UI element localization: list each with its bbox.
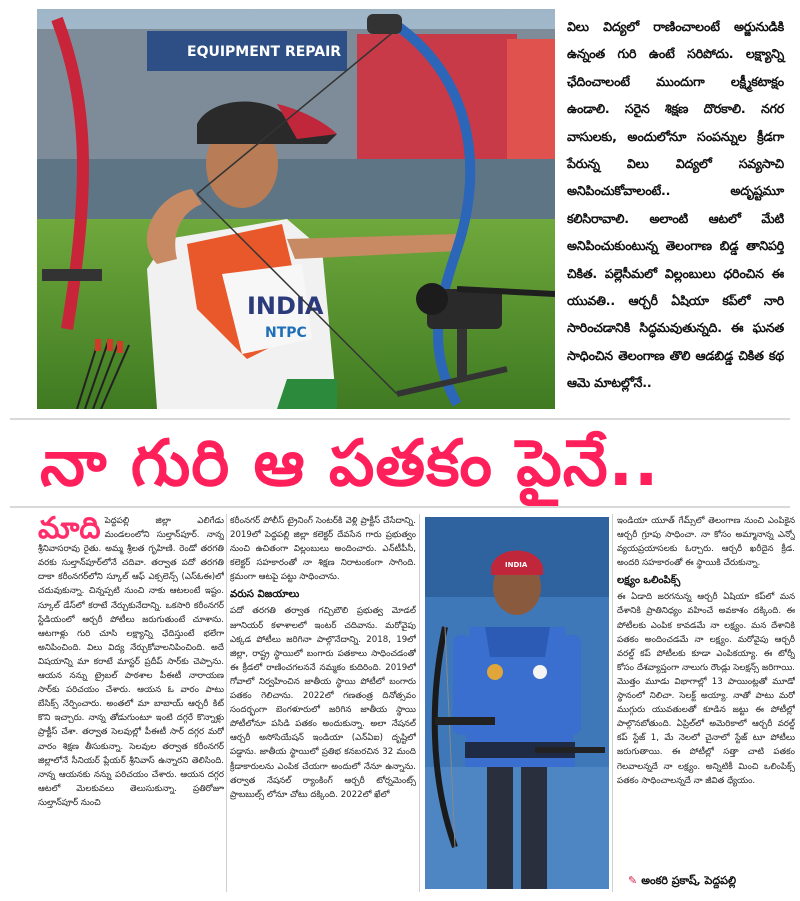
archer-aiming-illustration [37, 9, 555, 409]
column-3-text-continued: ఈ ఏడాది జరగనున్న ఆర్చరీ ఏషియా కప్‌లో మన దేశానికి ప్రాతినిధ్యం వహించే అవకాశం దక్కింది. ఈ పోటీలకు ఎంపిక కావడమే నా లక్ష్యం. మన దేశానికి పతకం అందించడమే నా లక్ష్యం. మరోవైపు ఆర్చరీ వరల్డ్ కప్ పోటీలకు కూడా ఎంపికయ్యా. ఈ టోర్నీ కోసం దేశవ్యాప్తంగా నాలుగు రౌండ్లు సెలక్షన్స్ జరిగాయి. మొత్తం మూడు విభాగాల్లో 13 పాయింట్లతో మూడో స్థానంలో నిలిచా. సెలక్ట్ అయ్యా. నాతో పాటు మరో ముగ్గురు యువతులతో కూడిన జట్టు ఈ పోటీల్లో పాల్గొనబోతుంది. ఏప్రిల్‌లో అమెరికాలో ఆర్చరీ వరల్డ్ కప్ స్టేజ్ 1, మే నెలలో చైనాలో స్టేజ్ టూ పోటీలు జరుగుతాయి. ఈ పోటీల్లో సత్తా చాటి పతకం గెలవాలన్నదే నా లక్ష్యం. అన్నిటికీ మించి ఒలింపిక్స్ పతకం సాధించాలన్నదే నా జీవిత ధ్యేయం. [617, 592, 795, 786]
column-divider [226, 514, 227, 892]
column-2-text-continued: పదో తరగతి తర్వాత గచ్చిబౌలి ప్రభుత్వ మోడల్ జూనియర్ కళాశాలలో ఇంటర్ చదివాను. మరోవైపు ఎక్కడ పోటీలు జరిగినా పాల్గొనేదాన్ని. 2018, 19లో జిల్లా, రాష్ట్ర స్థాయిలో బంగారు పతకాలు సాధించడంతో ఈ క్రీడలో రాణించగలననే నమ్మకం కుదిరింది. 2019లో గోవాలో నిర్వహించిన జాతీయ స్థాయి పోటీలో బంగారు పతకం గెలిచాను. 2022లో గణతంత్ర దినోత్సవం సందర్భంగా బెంగళూరులో జరిగిన జాతీయ స్థాయి పోటీలోనూ పసిడి పతకం అందుకున్నా. అలా నేషనల్ ఆర్చరీ అసోసియేషన్ ఇండియా (ఎన్ఏఐ) దృష్టిలో పడ్డాను. జాతీయ స్థాయిలో ప్రతిభ కనబరచిన 32 మంది క్రీడాకారులను ఎంపిక చేయగా అందులో నేనూ ఉన్నాను. తర్వాత నేషనల్ ర్యాంకింగ్ ఆర్చరీ టోర్నమెంట్స్ ప్రాబబుల్స్ లోనూ చోటు దక్కింది. 2022లో ఖేలో [230, 606, 416, 800]
pen-icon: ✎ [628, 874, 638, 887]
jersey-text: INDIA [247, 292, 324, 320]
headline-banner [10, 418, 790, 506]
byline [628, 873, 736, 889]
headline-rule [10, 506, 790, 508]
article-column-3 [617, 514, 795, 896]
jersey-sub-text: NTPC [265, 325, 307, 341]
headline-text: నా గురి ఆ పతకం పైనే.. [40, 427, 660, 501]
subhead-olympics-goal: లక్ష్యం ఒలింపిక్స్ [617, 575, 681, 587]
cap-text: INDIA [505, 561, 528, 569]
column-divider [419, 514, 420, 892]
banner-text: EQUIPMENT REPAIR [187, 44, 342, 60]
byline-text: అంకరి ప్రకాష్, పెద్దపల్లి [641, 874, 737, 887]
article-column-2 [230, 514, 416, 896]
dropcap: మాది [38, 514, 101, 546]
intro-box [561, 9, 790, 407]
archer-portrait-illustration [425, 517, 609, 889]
column-1-text: పెద్దపల్లి జిల్లా ఎలిగేడు మండలంలోని సుల్తాన్‌పూర్. నాన్న శ్రీనివాసరావు రైతు. అమ్మ శ్రీలత గృహిణి. రెండో తరగతి వరకు సుల్తాన్‌పూర్‌లోనే చదివా. తర్వాత పదో తరగతి దాకా కరీంనగర్‌లోని స్కూల్ ఆఫ్ ఎక్సలెన్స్ (ఎస్‌ఓఈ)లో చదువుకున్నా. చిన్నప్పటి నుంచి నాకు ఆటలంటే ఇష్టం. స్కూల్ డేస్‌లో కరాటే నేర్చుకునేదాన్ని. ఒకసారి కరీంనగర్ స్టేడియంలో ఆర్చరీ పోటీలు జరుగుతుంటే చూశాను. ఆటగాళ్లు గురి చూసి లక్ష్యాన్ని ఛేదిస్తుంటే భలేగా అనిపించింది. విలు విద్య నేర్చుకోవాలనిపించింది. అదే విషయాన్ని మా కరాటే మాస్టర్ ప్రదీప్ సార్‌కు చెప్పాను. ఆయన నన్ను ట్రైబల్ పాఠశాల పీఈటీ నారాయణ సార్‌కు పరిచయం చేశారు. ఆయన ఓ వారం పాటు బేసిక్స్ నేర్పించారు. అంతలో మా బాబాయ్ ఆర్చరీ కిట్ కొని ఇచ్చారు. నాన్న తోడుగుంటూ ఇంటి దగ్గరే కొన్నాళ్లు ప్రాక్టీస్ చేశా. తర్వాత సెలవుల్లో పీఈటీ సార్ దగ్గర మరో వారం శిక్షణ తీసుకున్నా. సెలవుల తర్వాత కరీంనగర్ జిల్లాలోనే సీనియర్ ప్లేయర్ శ్రీనివాస్ ఉన్నారని తెలిసింది. నాన్న ఆయనకు నన్ను పరిచయం చేశారు. ఆయన దగ్గర ఆటలో మెలకువలు తెలుసుకున్నా. ప్రతిరోజూ సుల్తాన్‌పూర్ నుంచి [38, 516, 224, 808]
column-divider [612, 514, 613, 892]
inset-photo [425, 517, 609, 889]
hero-photo [37, 9, 555, 409]
column-3-text: ఇండియా యూత్ గేమ్స్‌లో తెలంగాణ నుంచి ఎంపికైన ఆర్చరీ గ్రూపు సాధించా. నా కోసం అమ్మానాన్న ఎన్నో వ్యయప్రయాసలకు ఓర్చారు. ఆర్చరీ ఖరీదైన క్రీడ. అందరి సహకారంతో ఈ స్థాయికి చేరుకున్నా. [617, 516, 795, 569]
column-2-text: కరీంనగర్ పోలీస్ ట్రైనింగ్ సెంటర్‌కి వెళ్లి ప్రాక్టీస్ చేసేదాన్ని. 2019లో పెద్దపల్లి జిల్లా కలెక్టర్ దేవసేన గారు ప్రభుత్వం నుంచి ఉచితంగా విల్లంబులు అందించారు. ఎన్‌టీపీసీ, కలెక్టర్ సహకారంతో నా శిక్షణ నిరాటంకంగా సాగింది. క్రమంగా ఆటపై పట్టు సాధించాను. [230, 516, 416, 583]
subhead-consecutive-wins: వరుస విజయాలు [230, 589, 300, 601]
article-column-1 [38, 514, 224, 896]
intro-text: విలు విద్యలో రాణించాలంటే అర్జునుడికి ఉన్నంత గురి ఉంటే సరిపోదు. లక్ష్యాన్ని ఛేదించాలంటే ముందుగా లక్ష్మీకటాక్షం ఉండాలి. సరైన శిక్షణ దొరకాలి. నగర వాసులకు, అందులోనూ సంపన్నుల క్రీడగా పేరున్న విలు విద్యలో సవ్యసాచి అనిపించుకోవాలంటే.. అదృష్టమూ కలిసిరావాలి. అలాంటి ఆటలో మేటి అనిపించుకుంటున్న తెలంగాణ బిడ్డ తానిపర్తి చికిత. పల్లెసీమలో విల్లంబులు ధరించిన ఈ యువతి.. ఆర్చరీ ఏషియా కప్‌లో నారి సారించడానికి సిద్ధమవుతున్నది. ఈ ఘనత సాధించిన తెలంగాణ తొలి ఆడబిడ్డ చికిత కథ ఆమె మాటల్లోనే.. [567, 19, 784, 391]
